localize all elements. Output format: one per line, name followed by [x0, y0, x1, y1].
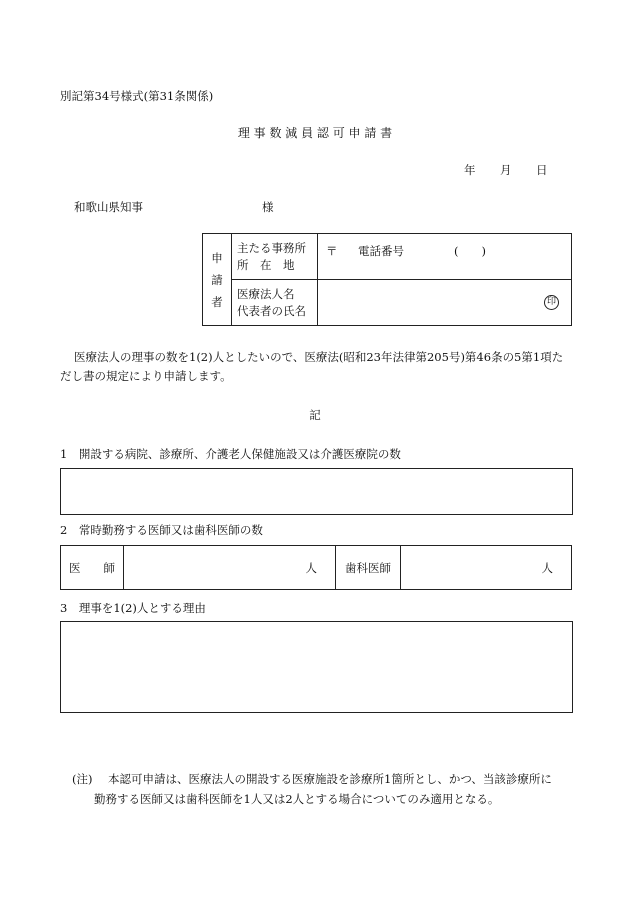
note-line1: 本認可申請は、医療法人の開設する医療施設を診療所1箇所とし、かつ、当該診療所に	[108, 772, 552, 786]
date-day: 日	[536, 163, 548, 177]
reason-field[interactable]	[60, 621, 573, 713]
side-char-1: 申	[211, 250, 223, 265]
side-char-3: 者	[211, 294, 223, 309]
dentist-count-field[interactable]	[401, 546, 572, 590]
body-paragraph-line1: 医療法人の理事の数を1(2)人としたいので、医療法(昭和23年法律第205号)第46条の5第1項た	[74, 350, 564, 364]
date-year: 年	[464, 163, 476, 177]
doctor-unit: 人	[305, 560, 317, 575]
addressee-honorific: 様	[262, 200, 274, 214]
corp-name-field[interactable]	[318, 280, 572, 326]
office-label-line2: 所 在 地	[237, 257, 295, 272]
doctor-label: 医 師	[61, 546, 124, 590]
applicant-table	[202, 233, 572, 326]
corp-label-line1: 医療法人名	[237, 286, 295, 301]
ki-heading: 記	[309, 408, 321, 422]
note-line2: 勤務する医師又は歯科医師を1人又は2人とする場合についてのみ適用となる。	[94, 792, 500, 806]
office-label-cell	[232, 234, 318, 280]
office-address-field[interactable]	[318, 234, 572, 280]
corp-label-line2: 代表者の氏名	[237, 303, 306, 318]
applicant-side-label	[203, 234, 232, 326]
doctor-count-table	[60, 545, 572, 590]
dentist-label: 歯科医師	[336, 546, 401, 590]
facility-count-field[interactable]	[60, 468, 573, 515]
office-label-line1: 主たる事務所	[237, 240, 306, 255]
addressee-governor: 和歌山県知事	[74, 200, 143, 214]
dentist-unit: 人	[541, 560, 553, 575]
phone-label: 電話番号	[358, 244, 404, 258]
section-3-heading: 3 理事を1(2)人とする理由	[60, 601, 206, 615]
postal-mark: 〒	[326, 244, 338, 258]
date-month: 月	[500, 163, 512, 177]
section-2-heading: 2 常時勤務する医師又は歯科医師の数	[60, 523, 263, 537]
doctor-count-field[interactable]	[124, 546, 336, 590]
form-number: 別記第34号様式(第31条関係)	[60, 89, 214, 103]
phone-paren: ( )	[454, 244, 486, 258]
page-title: 理 事 数 減 員 認 可 申 請 書	[237, 126, 393, 140]
body-paragraph-line2: だし書の規定により申請します。	[60, 369, 232, 383]
section-1-heading: 1 開設する病院、診療所、介護老人保健施設又は介護医療院の数	[60, 447, 401, 461]
note-prefix: (注)	[72, 772, 93, 786]
side-char-2: 請	[211, 272, 223, 287]
seal-mark: 印	[544, 295, 559, 310]
corp-label-cell	[232, 280, 318, 326]
